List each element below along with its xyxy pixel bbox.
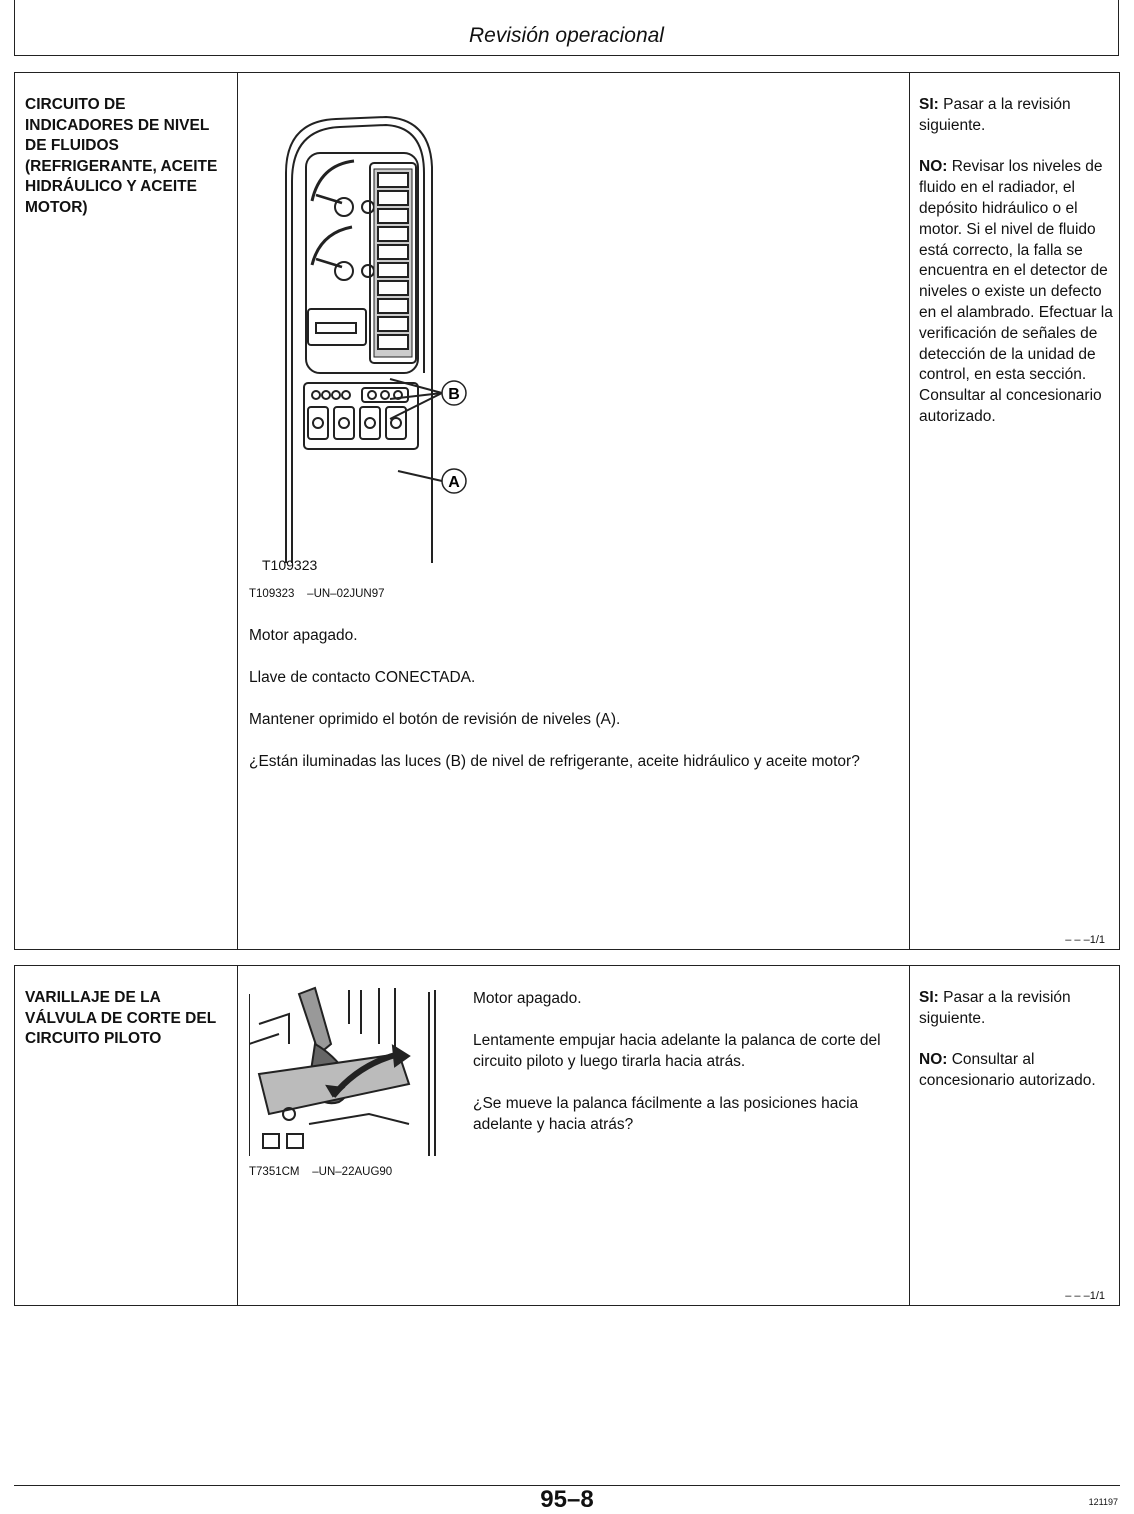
no-label: NO:	[919, 158, 948, 176]
footer-code: 121197	[1088, 1497, 1118, 1507]
step-text: Lentamente empujar hacia adelante la palanca de corte del circuito piloto y luego tirarla hacia atrás.	[473, 1032, 881, 1070]
section-title: CIRCUITO DE INDICADORES DE NIVEL DE FLUIDOS (REFRIGERANTE, ACEITE HIDRÁULICO Y ACEITE MOTOR)	[25, 96, 218, 216]
pilot-lever-illustration	[249, 984, 445, 1156]
no-text: Revisar los niveles de fluido en el radiador, el depósito hidráulico o el motor. Si el nivel de fluido está correcto, la falla se encuentra en el detector de niveles o existe un defecto en el alambrado. Efectuar la verificación de señales de detección de la unidad de control, en esta sección. Consultar al concesionario autorizado.	[919, 158, 1113, 425]
result-column	[910, 73, 1119, 949]
yes-label: SI:	[919, 96, 939, 113]
section-title: VARILLAJE DE LA VÁLVULA DE CORTE DEL CIRCUITO PILOTO	[25, 989, 216, 1047]
yes-text: Pasar a la revisión siguiente.	[919, 96, 1071, 134]
page-ref: – – –1/1	[1065, 1290, 1105, 1302]
figure-caption: T109323 –UN–02JUN97	[249, 588, 385, 600]
yes-text: Pasar a la revisión siguiente.	[919, 989, 1071, 1027]
result-text	[919, 95, 1117, 449]
page-header	[14, 0, 1119, 56]
step-text: Motor apagado.	[249, 627, 358, 644]
section-title-column	[15, 73, 238, 949]
page-ref: – – –1/1	[1065, 934, 1105, 946]
result-text	[919, 988, 1117, 1113]
result-column	[910, 966, 1119, 1305]
figure-caption: T7351CM –UN–22AUG90	[249, 1166, 393, 1178]
section-title-column	[15, 966, 238, 1305]
procedure-steps	[249, 625, 879, 793]
step-text: ¿Se mueve la palanca fácilmente a las posiciones hacia adelante y hacia atrás?	[473, 1095, 859, 1133]
callout-b-label: B	[448, 386, 460, 403]
no-text: Consultar al concesionario autorizado.	[919, 1051, 1096, 1090]
step-text: Llave de contacto CONECTADA.	[249, 669, 476, 686]
check-section-fluid-level	[14, 72, 1120, 950]
page-number: 95–8	[540, 1486, 594, 1513]
procedure-column	[238, 966, 910, 1305]
check-section-pilot-valve	[14, 965, 1120, 1306]
monitor-panel-illustration	[258, 103, 518, 573]
page-title: Revisión operacional	[469, 24, 664, 47]
procedure-column	[238, 73, 910, 949]
step-text: Mantener oprimido el botón de revisión de niveles (A).	[249, 711, 621, 728]
callout-a-label: A	[448, 474, 460, 491]
no-label: NO:	[919, 1051, 948, 1069]
figure-inner-label: T109323	[262, 557, 318, 573]
step-text: ¿Están iluminadas las luces (B) de nivel de refrigerante, aceite hidráulico y aceite motor?	[249, 753, 860, 770]
yes-label: SI:	[919, 989, 939, 1006]
step-text: Motor apagado.	[473, 990, 582, 1007]
procedure-steps	[473, 988, 898, 1156]
